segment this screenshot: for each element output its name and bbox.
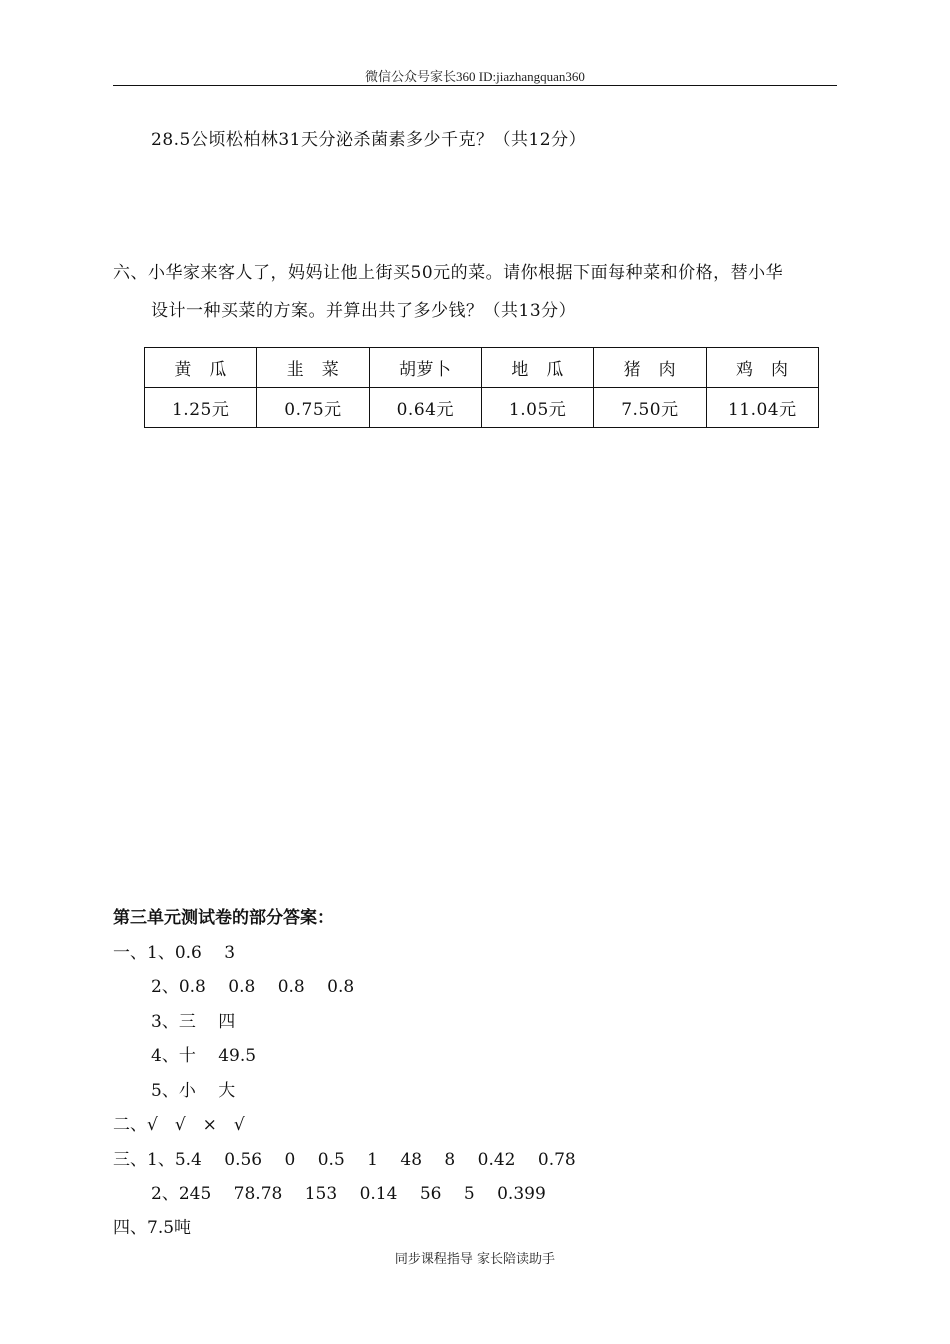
page-header: 微信公众号家长360 ID:jiazhangquan360 <box>365 69 585 84</box>
answer-line: 一、1、0.6 3 <box>113 943 236 963</box>
table-cell-price: 1.05元 <box>481 388 593 428</box>
page-footer: 同步课程指导 家长陪读助手 <box>394 1252 556 1267</box>
question-5-text: 28.5公顷松柏林31天分泌杀菌素多少千克？（共12分） <box>151 130 587 150</box>
answer-line: 四、7.5吨 <box>113 1218 192 1238</box>
table-cell-price: 0.75元 <box>257 388 369 428</box>
section-6-line-1: 六、小华家来客人了，妈妈让他上街买50元的菜。请你根据下面每种菜和价格，替小华 <box>113 263 784 283</box>
answers-title: 第三单元测试卷的部分答案： <box>113 908 334 928</box>
answer-line: 2、245 78.78 153 0.14 56 5 0.399 <box>151 1184 546 1204</box>
table-cell-name: 韭 菜 <box>257 348 369 388</box>
answer-line: 二、√ √ × √ <box>113 1115 245 1135</box>
table-cell-price: 0.64元 <box>369 388 481 428</box>
table-cell-name: 黄 瓜 <box>145 348 257 388</box>
table-row-prices <box>145 388 819 428</box>
answer-line: 4、十 49.5 <box>151 1046 257 1066</box>
answer-line: 三、1、5.4 0.56 0 0.5 1 48 8 0.42 0.78 <box>113 1150 576 1170</box>
section-6-line-2: 设计一种买菜的方案。并算出共了多少钱？（共13分） <box>151 301 577 321</box>
answer-line: 2、0.8 0.8 0.8 0.8 <box>151 977 355 997</box>
table-cell-price: 11.04元 <box>706 388 818 428</box>
table-cell-name: 鸡 肉 <box>706 348 818 388</box>
table-row-names <box>145 348 819 388</box>
header-rule <box>113 85 837 86</box>
vegetable-price-table <box>144 347 819 428</box>
answer-line: 3、三 四 <box>151 1012 236 1032</box>
table-cell-name: 地 瓜 <box>481 348 593 388</box>
answer-line: 5、小 大 <box>151 1081 236 1101</box>
table-cell-name: 胡萝卜 <box>369 348 481 388</box>
table-cell-name: 猪 肉 <box>594 348 706 388</box>
table-cell-price: 7.50元 <box>594 388 706 428</box>
table-cell-price: 1.25元 <box>145 388 257 428</box>
